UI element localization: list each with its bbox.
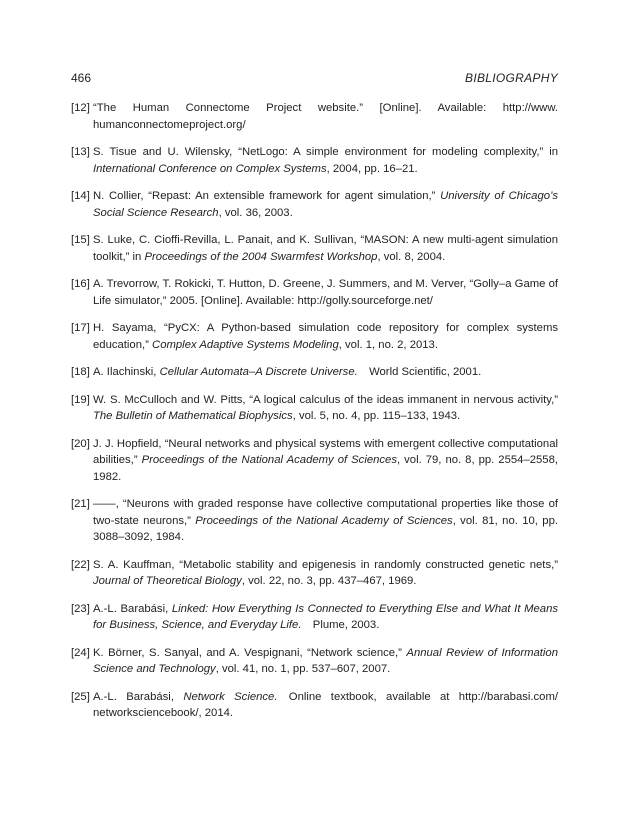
running-head-title: BIBLIOGRAPHY xyxy=(465,71,558,85)
reference-entry xyxy=(71,645,558,678)
reference-title-italic: The Bulletin of Mathematical Biophysics xyxy=(93,410,293,422)
reference-title-italic: University of Chicago’s Social Science Research xyxy=(93,190,558,219)
reference-entry xyxy=(71,689,558,722)
reference-entry xyxy=(71,436,558,486)
reference-text-segment: S. A. Kauffman, “Metabolic stability and epigenesis in randomly constructed genetic nets,” xyxy=(93,558,558,571)
reference-text-segment: , vol. 41, no. 1, pp. 537–607, 2007. xyxy=(215,663,391,675)
reference-entry xyxy=(71,232,558,265)
reference-text-segment: S. Tisue and U. Wilensky, “NetLogo: A simple environment for modeling complexity,” in xyxy=(93,146,558,158)
reference-text-segment: , vol. 79, no. 8, pp. 2554–2558, 1982. xyxy=(93,454,558,483)
reference-title-italic: Annual Review of Information Science and Technology xyxy=(93,646,558,675)
reference-label: [23] xyxy=(71,602,90,615)
reference-text xyxy=(93,146,558,175)
reference-text xyxy=(93,559,558,588)
reference-text-segment: A. Trevorrow, T. Rokicki, T. Hutton, D. Greene, J. Summers, and M. Verver, “Golly–a Game of Life simulator,” 2005. [Online]. Available: http://golly.sourceforge.net/ xyxy=(93,278,558,307)
reference-entry xyxy=(71,392,558,425)
reference-title-italic: Network Science. xyxy=(183,690,278,703)
reference-title-italic: Cellular Automata–A Discrete Universe. xyxy=(159,366,358,378)
reference-title-italic: Proceedings of the 2004 Swarmfest Workshop xyxy=(144,250,378,263)
page-number: 466 xyxy=(71,71,92,85)
reference-entry xyxy=(71,100,558,133)
reference-text-segment: World Scientific, 2001. xyxy=(357,366,482,378)
reference-label: [21] xyxy=(71,498,90,510)
reference-text xyxy=(93,647,558,676)
reference-label: [24] xyxy=(71,646,90,659)
reference-label: [19] xyxy=(71,393,90,406)
reference-title-italic: Proceedings of the National Academy of Sciences xyxy=(195,514,453,527)
reference-text xyxy=(93,691,558,720)
reference-text-segment: Plume, 2003. xyxy=(301,619,380,631)
reference-text xyxy=(93,234,558,263)
reference-text-segment: A.-L. Barabási, xyxy=(93,690,184,703)
reference-entry xyxy=(71,188,558,221)
reference-text-segment: Online textbook, available at http://barabasi.com/​networksciencebook/, 2014. xyxy=(93,690,559,719)
reference-text-segment: N. Collier, “Repast: An extensible framework for agent simulation,” xyxy=(93,190,441,202)
reference-text-segment: A. Ilachinski, xyxy=(93,366,160,378)
reference-text xyxy=(93,102,558,131)
reference-text-segment: , vol. 5, no. 4, pp. 115–133, 1943. xyxy=(292,410,461,422)
reference-text-segment: J. J. Hopfield, “Neural networks and physical systems with emergent collective computational abilities,” xyxy=(93,437,558,466)
reference-text xyxy=(93,322,558,351)
reference-label: [22] xyxy=(71,558,90,571)
reference-title-italic: International Conference on Complex Systems xyxy=(93,162,327,175)
reference-label: [12] xyxy=(71,102,90,114)
reference-label: [20] xyxy=(71,437,90,450)
reference-label: [17] xyxy=(71,322,90,334)
reference-text-segment: ——, “Neurons with graded response have collective computational properties like those of two-state neurons,” xyxy=(93,498,558,527)
reference-title-italic: Journal of Theoretical Biology xyxy=(93,575,242,587)
reference-text-segment: , vol. 1, no. 2, 2013. xyxy=(338,338,438,351)
reference-text-segment: W. S. McCulloch and W. Pitts, “A logical calculus of the ideas immanent in nervous activity,” xyxy=(93,393,558,406)
reference-title-italic: Complex Adaptive Systems Modeling xyxy=(152,338,339,351)
reference-text-segment: H. Sayama, “PyCX: A Python-based simulation code repository for complex systems education,” xyxy=(93,322,558,351)
running-header xyxy=(71,72,558,85)
reference-entry xyxy=(71,601,558,634)
reference-title-italic: Proceedings of the National Academy of Sciences xyxy=(141,454,397,466)
reference-text-segment: , 2004, pp. 16–21. xyxy=(326,162,418,175)
reference-text xyxy=(93,603,558,632)
reference-text xyxy=(93,394,558,423)
reference-text xyxy=(93,190,558,219)
reference-list xyxy=(71,100,558,722)
reference-label: [25] xyxy=(71,690,90,703)
reference-text-segment: , vol. 22, no. 3, pp. 437–467, 1969. xyxy=(241,575,417,587)
reference-text xyxy=(93,498,558,543)
reference-label: [14] xyxy=(71,190,90,202)
reference-label: [16] xyxy=(71,278,90,290)
reference-entry xyxy=(71,276,558,309)
reference-text-segment: A.-L. Barabási, xyxy=(93,602,172,615)
reference-entry xyxy=(71,320,558,353)
reference-text xyxy=(93,366,481,378)
reference-text-segment: , vol. 81, no. 10, pp. 3088–3092, 1984. xyxy=(93,514,558,543)
reference-entry xyxy=(71,496,558,546)
reference-label: [18] xyxy=(71,366,90,378)
reference-label: [13] xyxy=(71,146,90,158)
reference-entry xyxy=(71,364,558,381)
reference-entry xyxy=(71,144,558,177)
reference-text-segment: , vol. 8, 2004. xyxy=(377,250,446,263)
reference-text-segment: K. Börner, S. Sanyal, and A. Vespignani, “Network science,” xyxy=(93,646,407,659)
reference-text-segment: S. Luke, C. Cioffi-Revilla, L. Panait, and K. Sullivan, “MASON: A new multi-agent simulation toolkit,” in xyxy=(93,234,558,263)
reference-text-segment: , vol. 36, 2003. xyxy=(218,206,293,219)
reference-title-italic: Linked: How Everything Is Connected to Everything Else and What It Means for Business, Science, and Everyday Life. xyxy=(93,602,559,631)
reference-entry xyxy=(71,557,558,590)
reference-text xyxy=(93,438,558,483)
reference-label: [15] xyxy=(71,234,90,246)
reference-text xyxy=(93,278,558,307)
reference-text-segment: “The Human Connectome Project website.” [Online]. Available: http://www.​humanconnectomeproject.org/ xyxy=(93,102,558,131)
